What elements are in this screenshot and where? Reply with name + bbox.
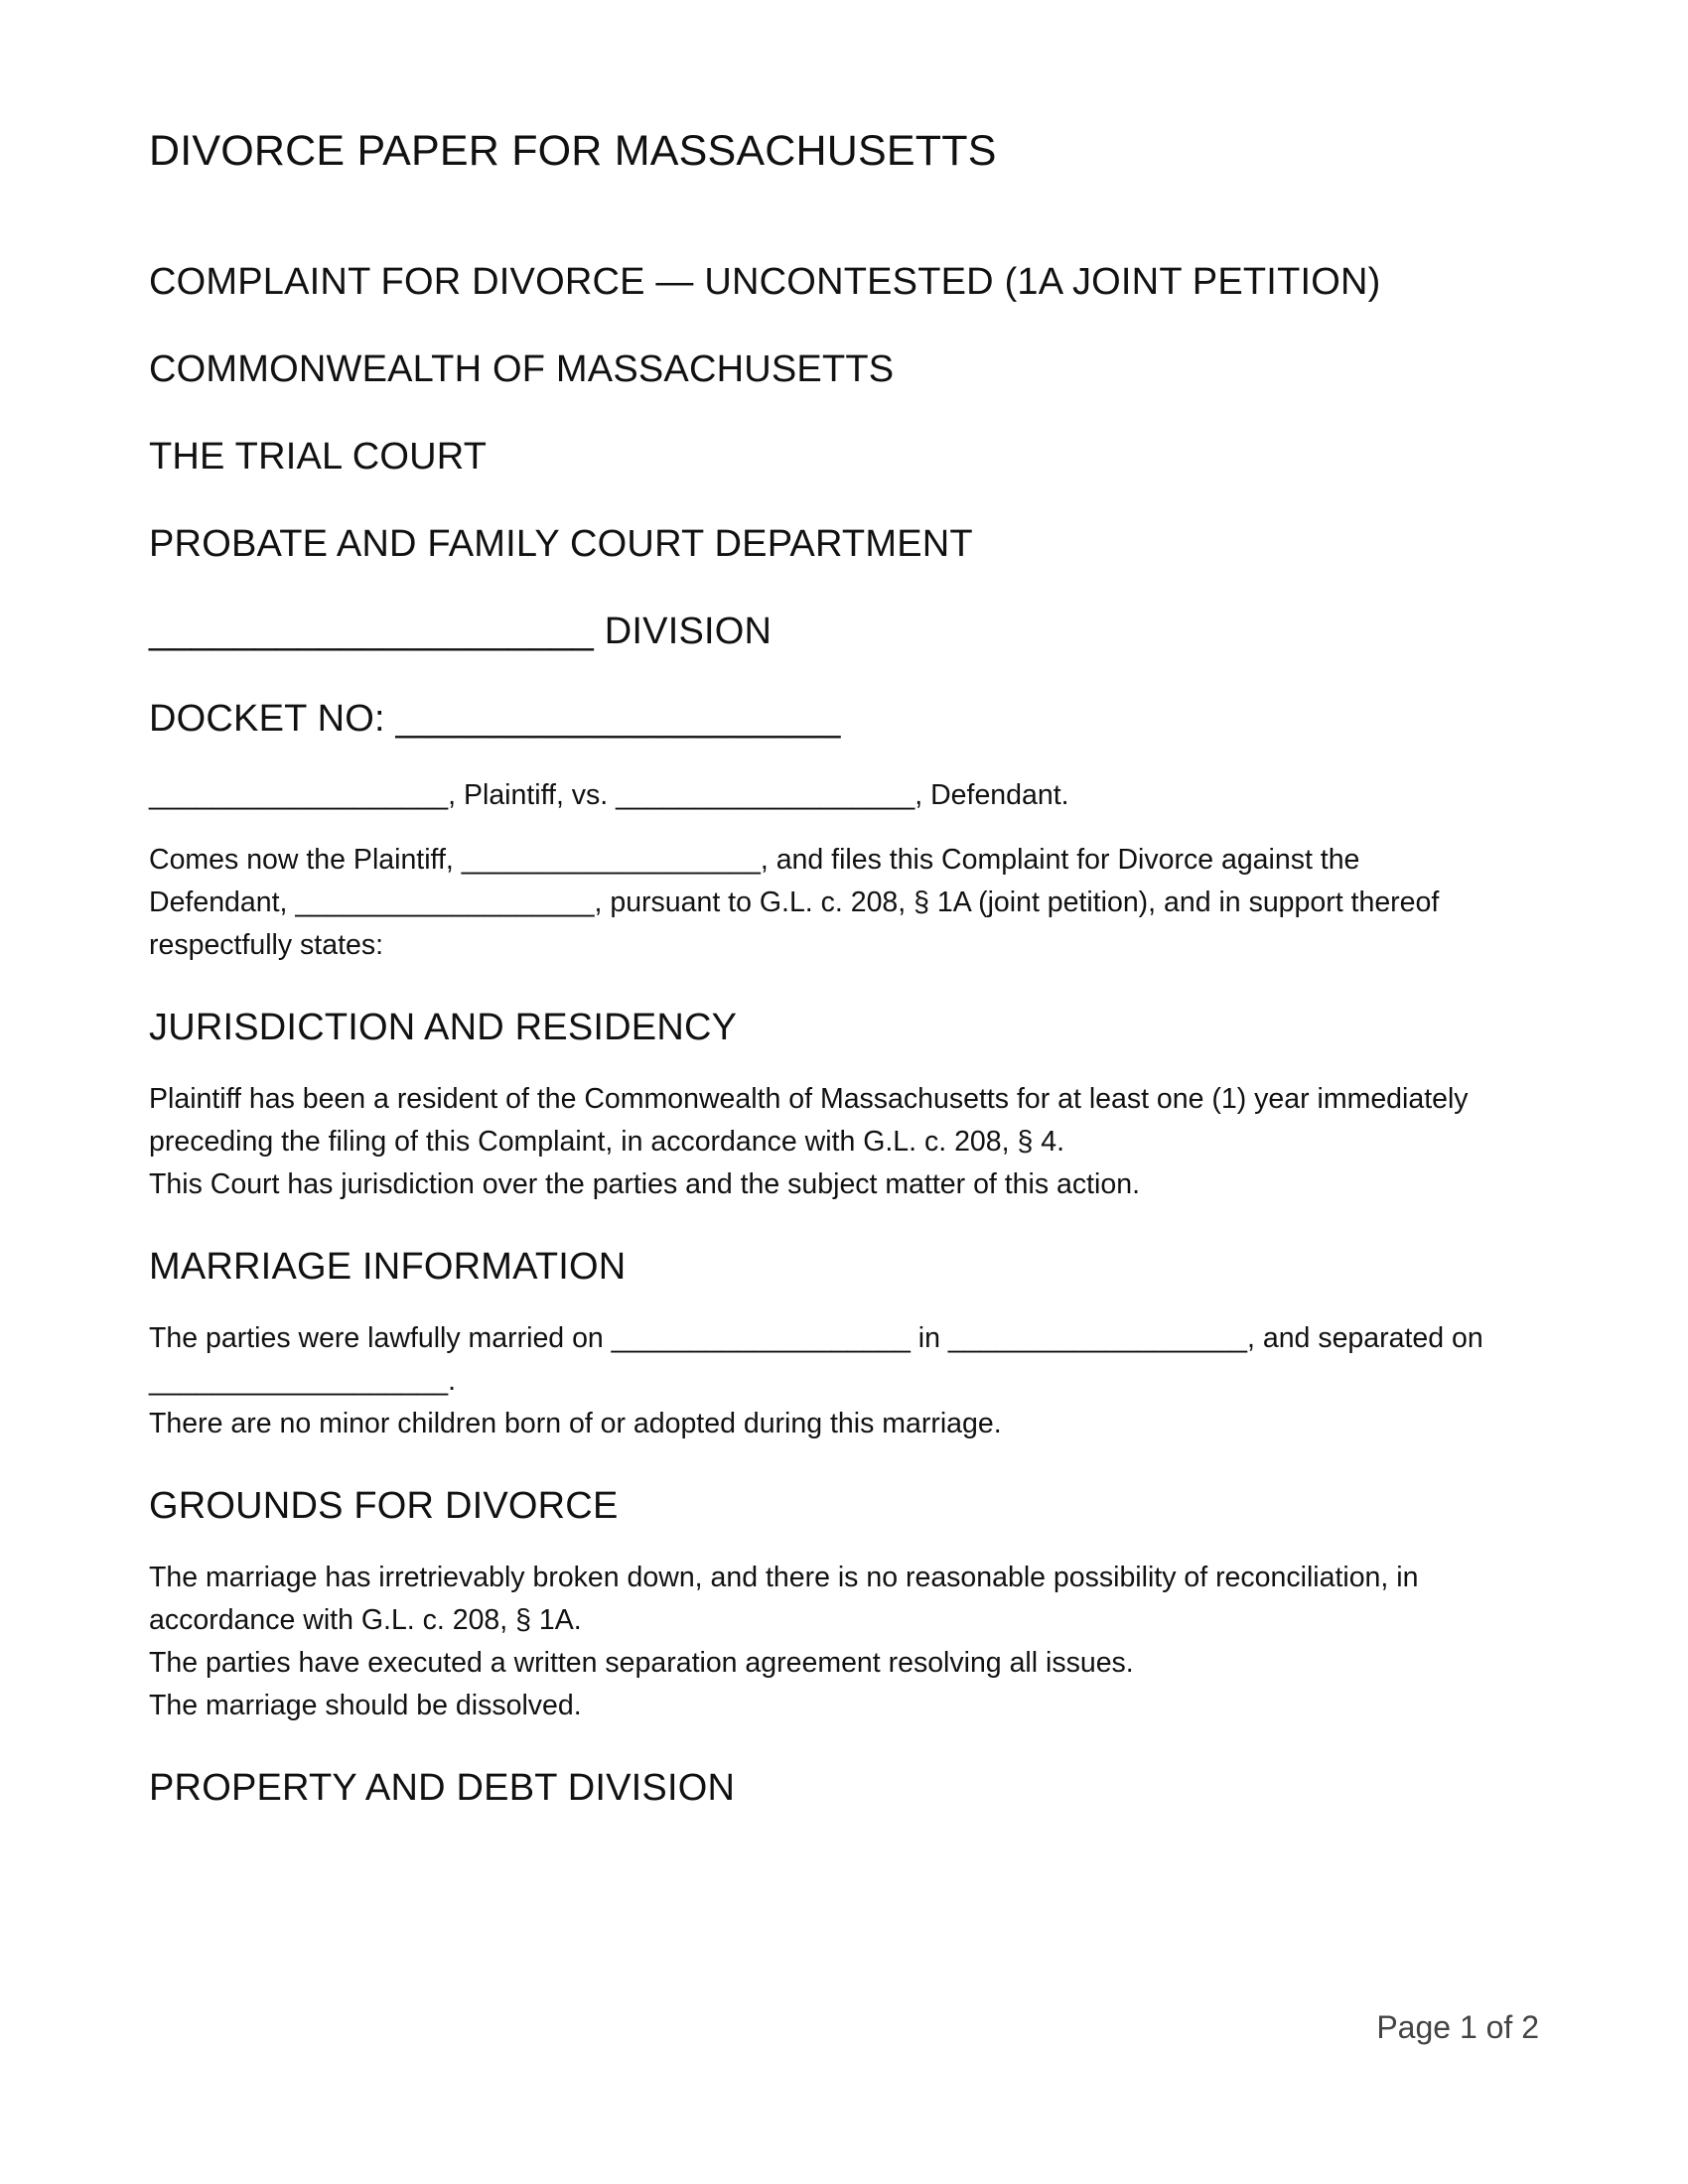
intro-line: respectfully states: (149, 929, 384, 961)
section-body-grounds (149, 1557, 1539, 1727)
intro-line: Defendant, ___________________, pursuant to G.L. c. 208, § 1A (joint petition), and in support thereof (149, 887, 1440, 918)
body-line: preceding the filing of this Complaint, in accordance with G.L. c. 208, § 4. (149, 1126, 1065, 1158)
body-line: ___________________. (149, 1365, 457, 1397)
docket-number-heading: DOCKET NO: _____________________ (149, 698, 841, 740)
body-line: The marriage has irretrievably broken down, and there is no reasonable possibility of reconciliation, in (149, 1562, 1419, 1593)
intro-paragraph (149, 839, 1539, 967)
body-line: The marriage should be dissolved. (149, 1690, 582, 1721)
division-heading: _____________________ DIVISION (149, 611, 773, 652)
section-heading-property: PROPERTY AND DEBT DIVISION (149, 1767, 736, 1809)
commonwealth-heading: COMMONWEALTH OF MASSACHUSETTS (149, 348, 895, 390)
section-heading-marriage: MARRIAGE INFORMATION (149, 1246, 627, 1288)
document-title: DIVORCE PAPER FOR MASSACHUSETTS (149, 127, 997, 175)
page-number: Page 1 of 2 (1376, 2009, 1539, 2045)
complaint-heading: COMPLAINT FOR DIVORCE — UNCONTESTED (1A JOINT PETITION) (149, 261, 1381, 303)
body-line: The parties have executed a written separation agreement resolving all issues. (149, 1647, 1134, 1679)
caption-line: ___________________, Plaintiff, vs. ___________________, Defendant. (149, 779, 1069, 811)
body-line: There are no minor children born of or adopted during this marriage. (149, 1408, 1002, 1439)
trial-court-heading: THE TRIAL COURT (149, 436, 488, 478)
department-heading: PROBATE AND FAMILY COURT DEPARTMENT (149, 523, 973, 565)
section-body-marriage (149, 1317, 1539, 1445)
body-line: The parties were lawfully married on ___________________ in ___________________, and separated on (149, 1322, 1483, 1354)
body-line: This Court has jurisdiction over the parties and the subject matter of this action. (149, 1168, 1140, 1200)
body-line: accordance with G.L. c. 208, § 1A. (149, 1604, 582, 1636)
section-heading-jurisdiction: JURISDICTION AND RESIDENCY (149, 1007, 738, 1048)
intro-line: Comes now the Plaintiff, ___________________, and files this Complaint for Divorce against the (149, 844, 1360, 876)
body-line: Plaintiff has been a resident of the Commonwealth of Massachusetts for at least one (1) year immediately (149, 1083, 1469, 1115)
section-body-jurisdiction (149, 1078, 1539, 1206)
section-heading-grounds: GROUNDS FOR DIVORCE (149, 1485, 619, 1527)
